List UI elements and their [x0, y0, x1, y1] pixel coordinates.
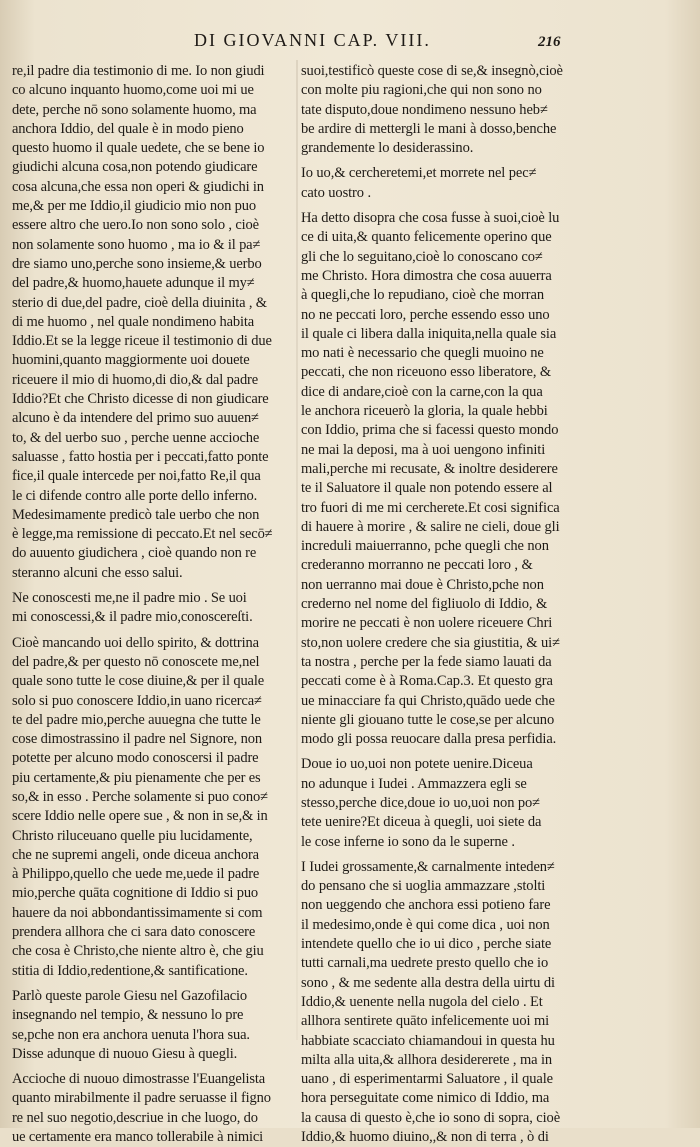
text-line: Doue io uo,uoi non potete uenire.Diceua: [301, 756, 533, 773]
text-line: morire ne peccati è non uolere riceuere Chri: [301, 615, 553, 632]
text-line: intendete quello che io ui dico , perche siate: [301, 936, 552, 953]
paragraph: [12, 1070, 294, 1147]
text-line: le anchora riceuerò la gloria, la quale hebbi: [301, 403, 548, 420]
text-line: tutti carnali,ma uedrete presto quello che io: [301, 955, 549, 972]
left-column: [12, 62, 294, 1146]
text-line: il quale ci libera dalla iniquita,nella quale sia: [301, 325, 557, 342]
text-line: essere altro che uero.Io non sono solo , cioè: [12, 217, 259, 234]
text-line: Iddio.Et se la legge riceue il testimonio di due: [12, 333, 272, 350]
text-line: mali,perche mi recusate, & inoltre desiderere: [301, 460, 558, 477]
text-line: del padre,& huomo,hauete adunque il my≠: [12, 275, 255, 292]
text-line: tete uenire?Et diceua à quegli, uoi siete da: [301, 814, 542, 831]
text-line: Ne conoscesti me,ne il padre mio . Se uoi: [12, 590, 247, 607]
text-line: potette per alcuno modo conoscersi il padre: [12, 750, 259, 767]
text-line: steranno alcuni che esso salui.: [12, 564, 183, 581]
text-line: crederno nel nome del figliuolo di Iddio, &: [301, 596, 548, 613]
text-line: cosa alcuna,che essa non operi & giudichi in: [12, 178, 264, 195]
text-line: Parlò queste parole Giesu nel Gazofilacio: [12, 987, 248, 1004]
text-line: hora perseguitate come nimico di Iddio, ma: [301, 1090, 550, 1107]
text-line: è legge,ma remissione di peccato.Et nel secō≠: [12, 526, 273, 543]
paragraph: [12, 589, 294, 628]
text-line: suoi,testificò queste cose di se,& insegnò,cioè: [301, 63, 563, 79]
text-line: grandemente lo desiderassino.: [301, 140, 474, 157]
text-line: I Iudei grossamente,& carnalmente inteden≠: [301, 858, 555, 875]
text-line: no ne peccati loro, perche essendo esso uno: [301, 306, 550, 323]
text-line: quanto mirabilmente il padre seruasse il figno: [12, 1090, 271, 1107]
text-line: Iddio,& uenente nella nugola del cielo . Et: [301, 993, 543, 1010]
text-line: habbiate scacciato chiamandoui in questa hu: [301, 1032, 555, 1049]
text-line: Christo riluceuano quelle piu lucidamente,: [12, 827, 253, 844]
text-line: dre siamo uno,perche sono insieme,& uerbo: [12, 255, 262, 272]
text-line: stitia di Iddio,redentione,& santificatione.: [12, 962, 248, 979]
text-line: non solamente sono huomo , ma io & il pa≠: [12, 236, 261, 253]
paragraph: [12, 634, 294, 981]
text-line: del padre,& per questo nō conoscete me,nel: [12, 653, 260, 670]
text-line: Ha detto disopra che cosa fusse à suoi,cioè lu: [301, 210, 560, 227]
text-line: Disse adunque di nuouo Giesu à quegli.: [12, 1045, 238, 1062]
text-line: cato uostro .: [301, 184, 371, 201]
text-line: Accioche di nuouo dimostrasse l'Euangelista: [12, 1071, 266, 1088]
text-line: increduli maiuerranno, pche quegli che non: [301, 538, 549, 555]
paragraph: [301, 755, 693, 851]
text-line: fice,il quale intercede per noi,fatto Re,il qua: [12, 468, 261, 485]
text-line: ue certamente era manco tollerabile à nimici: [12, 1129, 264, 1146]
text-line: milta alla uita,& allhora desidererete , ma in: [301, 1051, 553, 1068]
paragraph: [301, 209, 693, 749]
text-line: non uerranno mai doue è Christo,pche non: [301, 576, 544, 593]
text-line: ne mai la deposi, ma à uoi uengono infiniti: [301, 441, 546, 458]
right-column: [301, 62, 693, 1146]
text-line: modo gli possa reuocare dalla presa perfidia.: [301, 731, 557, 748]
text-line: che ne supremi angeli, onde diceua anchora: [12, 846, 259, 863]
paragraph: [12, 62, 294, 583]
text-line: do pensano che si uoglia ammazzare ,stolti: [301, 878, 546, 895]
text-line: il medesimo,onde è qui come dica , uoi non: [301, 916, 550, 933]
text-line: re nel suo negotio,descriue in che luogo, do: [12, 1109, 258, 1126]
text-line: la causa di questo è,che io sono di sopra, cioè: [301, 1109, 561, 1126]
text-line: riceuere il mio di huomo,di dio,& dal padre: [12, 371, 259, 388]
text-line: mo nati è necessario che quegli muoino ne: [301, 345, 544, 362]
text-line: di hauere à morire , & salire ne cieli, doue gli: [301, 518, 560, 535]
text-line: tro fuori di me mi cercherete.Et cosi significa: [301, 499, 560, 516]
text-line: no adunque i Iudei . Ammazzera egli se: [301, 775, 527, 792]
text-line: piu certamente,& piu pienamente che per es: [12, 769, 261, 786]
column-gutter: [296, 60, 298, 1040]
text-line: mio,perche quāta cognitione di Iddio si puo: [12, 885, 259, 902]
text-line: me,& per me Iddio,il giudicio mio non puo: [12, 198, 256, 215]
text-line: me Christo. Hora dimostra che cosa auuerra: [301, 267, 552, 284]
text-line: prendera allhora che ci sara dato conoscere: [12, 924, 256, 941]
text-line: scere Iddio nelle opere sue , & non in se,& in: [12, 808, 268, 825]
text-line: gli che lo seguitano,cioè lo conoscano co≠: [301, 248, 543, 265]
text-line: di me huomo , nel quale nondimeno habita: [12, 313, 255, 330]
text-line: ue minacciare fa qui Christo,quādo uede che: [301, 692, 555, 709]
text-line: à Philippo,quello che uede me,uede il padre: [12, 866, 260, 883]
paragraph: [12, 987, 294, 1064]
text-line: con molte piu ragioni,che qui non sono no: [301, 82, 542, 99]
text-line: dete, perche nō sono solamente huomo, ma: [12, 101, 257, 118]
text-line: Iddio,& huomo diuino,,& non di terra , ò di: [301, 1129, 549, 1146]
text-line: do auuento giudichera , cioè quando non re: [12, 545, 257, 562]
text-line: se,pche non era anchora uenuta l'hora sua.: [12, 1026, 250, 1043]
text-line: hauere da noi abbondantissimamente si com: [12, 904, 263, 921]
text-line: huomini,quanto maggiormente uoi douete: [12, 352, 250, 369]
text-line: te del padre mio,perche auuegna che tutte le: [12, 711, 261, 728]
text-line: be ardire di mettergli le mani à dosso,benche: [301, 120, 557, 137]
text-line: stesso,perche dice,doue io uo,uoi non po≠: [301, 794, 541, 811]
paragraph: [301, 858, 693, 1147]
text-line: Io uo,& cercheretemi,et morrete nel pec≠: [301, 165, 537, 182]
running-head: DI GIOVANNI CAP. VIII.: [194, 30, 431, 50]
page-header: [0, 30, 700, 56]
text-line: insegnando nel tempio, & nessuno lo pre: [12, 1007, 244, 1024]
text-line: Cioè mancando uoi dello spirito, & dottrina: [12, 634, 259, 651]
text-line: so,& in esso . Perche solamente si puo cono≠: [12, 788, 268, 805]
text-line: sono , & me sedente alla destra della uirtu di: [301, 974, 555, 991]
text-line: che cosa è Christo,che niente altro è, che giu: [12, 943, 264, 960]
text-line: dice di andare,cioè con la carne,con la qua: [301, 383, 543, 400]
text-line: alcuno è da intendere del primo suo auuen≠: [12, 410, 259, 427]
text-line: solo si puo conoscere Iddio,in uano ricerca≠: [12, 692, 262, 709]
text-line: questo huomo il quale uedete, che se bene io: [12, 140, 265, 157]
text-line: re,il padre dia testimonio di me. Io non giudi: [12, 63, 265, 79]
text-line: sto,non uolere credere che sia giustitia, & ui≠: [301, 634, 560, 651]
text-line: Iddio?Et che Christo dicesse di non giudicare: [12, 391, 269, 408]
text-line: allhora sentirete quāto infelicemente uoi mi: [301, 1013, 550, 1030]
text-line: non ueggendo che anchora essi potieno fare: [301, 897, 551, 914]
text-line: ta nostra , perche per la fede siamo lauati da: [301, 653, 552, 670]
text-line: le ci difende contro alle porte dello inferno.: [12, 487, 258, 504]
text-line: à quegli,che lo repudiano, cioè che morran: [301, 287, 545, 304]
text-line: saluasse , fatto hostia per i peccati,fatto ponte: [12, 448, 269, 465]
paragraph: [301, 62, 693, 158]
text-line: peccati, che non riceuono esso liberatore, &: [301, 364, 552, 381]
text-line: te il Saluatore il quale non potendo essere al: [301, 480, 553, 497]
text-line: crederanno morranno ne peccati loro , &: [301, 557, 533, 574]
text-line: con Iddio, prima che si facessi questo mondo: [301, 422, 559, 439]
text-line: mi conoscessi,& il padre mio,conoscereſti.: [12, 609, 253, 626]
text-line: co alcuno inquanto huomo,come uoi mi ue: [12, 82, 254, 99]
text-line: to, & del uerbo suo , perche uenne accioche: [12, 429, 260, 446]
text-line: quale sono tutte le cose diuine,& per il quale: [12, 673, 265, 690]
text-line: tate disputo,doue nondimeno nessuno heb≠: [301, 101, 548, 118]
text-line: peccati come è à Roma.Cap.3. Et questo gra: [301, 673, 553, 690]
text-line: le cose inferne io sono da le superne .: [301, 833, 515, 850]
text-line: giudichi alcuna cosa,non potendo giudicare: [12, 159, 258, 176]
page-number: 216: [538, 34, 561, 50]
text-line: ce di uita,& quanto felicemente operino que: [301, 229, 552, 246]
text-line: anchora Iddio, del quale è in modo pieno: [12, 120, 244, 137]
text-line: sterio di due,del padre, cioè della diuinita , &: [12, 294, 267, 311]
text-line: Medesimamente predicò tale uerbo che non: [12, 506, 260, 523]
text-line: uano , di esperimentarmi Saluatore , il quale: [301, 1071, 553, 1088]
text-line: niente gli giouano tutte le cose,se per alcuno: [301, 711, 555, 728]
text-line: cose dimostrassino il padre nel Signore, non: [12, 731, 262, 748]
paragraph: [301, 164, 693, 203]
